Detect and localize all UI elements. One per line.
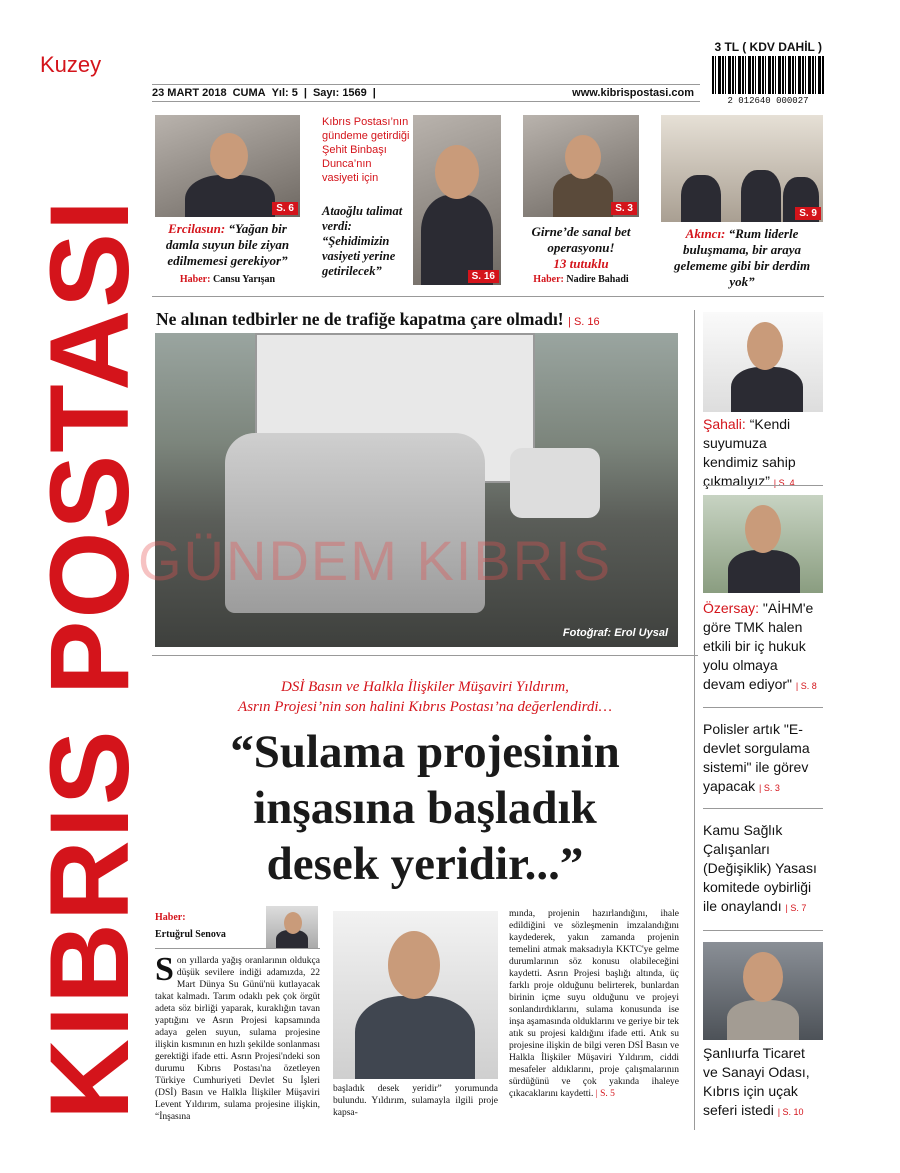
teaser-3-text: Girne’de sanal bet operasyonu! [531, 224, 631, 255]
teaser-1-page: S. 6 [272, 202, 298, 215]
website-link[interactable]: www.kibrispostasi.com [572, 87, 694, 99]
traffic-headline-text: Ne alınan tedbirler ne de trafiğe kapatma çare olmadı! [156, 309, 564, 329]
teaser-1-author [155, 274, 300, 285]
sidebar-item-2[interactable]: Özersay: "AİHM'e göre TMK halen etkili bir iç hukuk yolu olmaya devam ediyor" | S. 8 [703, 600, 817, 692]
main-headline[interactable] [152, 724, 698, 892]
main-author-label: Haber: [155, 912, 186, 923]
sidebar-item-1-page: S. 4 [778, 478, 795, 488]
teaser-4-photo [661, 115, 823, 222]
issue-day: CUMA [232, 87, 266, 99]
teaser-4-red: Akıncı: [685, 226, 726, 241]
teaser-3-headline[interactable] [523, 224, 639, 272]
teaser-1-text: “Yağan bir damla suyun bile ziyan edilmemesi gerekiyor” [165, 221, 290, 268]
barcode-number: 2 012640 000027 [727, 96, 809, 106]
teaser-2-headline[interactable]: Ataoğlu talimat verdi: “Şehidimizin vasiyeti yerine getirilecek” [322, 204, 403, 278]
main-col-1-text: on yıllarda yağış oranlarının oldukça düşük sevilere indiği adamızda, 22 Mart Dünya Su Günü'nü kutlayacak takat kalmadı. Tarım odaklı pek çok örgüt adeta söz birliği yaparak, kuraklığın tavan yaptığını ve Asrın Projesi kapsamında adaya gelen suyun, sulama projesine ilişkin kısmının en hızlı şekilde sonlanması gerektiği ifade etti. Asrın Projesi'ndeki son durumu Kıbrıs Postası'na özetleyen Türkiye Cumhuriyeti Devlet Su İşleri (DSİ) Basın ve Halkla İlişkiler Müşaviri Levent Yıldırım, sulama projesine ilişkin, “İnşasına [155, 956, 320, 1122]
watermark: GÜNDEM KIBRIS [138, 529, 613, 592]
sidebar-item-1-text: “Kendi suyumuza kendimiz sahip çıkmalıyız” [703, 416, 796, 489]
sidebar-item-1-red: Şahali: [703, 416, 746, 432]
teaser-1-author-name: Cansu Yarışan [212, 274, 276, 285]
masthead-kuzey: Kuzey [40, 52, 102, 77]
teaser-3-photo [523, 115, 639, 217]
main-headline-3: desek yeridir...” [266, 838, 584, 890]
teaser-2-page: S. 16 [468, 270, 499, 283]
sidebar-item-2-red: Özersay: [703, 600, 760, 616]
main-col-3-page: S. 5 [600, 1089, 615, 1099]
sidebar-item-3-page: S. 3 [763, 783, 780, 793]
main-headline-1: “Sulama projesinin [230, 726, 620, 778]
taxi-shape [510, 448, 600, 518]
teaser-4-page: S. 9 [795, 207, 821, 220]
barcode [712, 56, 824, 94]
sidebar-item-5-page: S. 10 [782, 1107, 804, 1117]
issue-date: 23 MART 2018 [152, 87, 227, 99]
main-kicker-2: Asrın Projesi’nin son halini Kıbrıs Postası’na değerlendirdi… [238, 699, 612, 715]
sidebar-2-photo [703, 495, 823, 593]
issue-number: Sayı: 1569 [312, 87, 367, 99]
sidebar-item-2-text: "AİHM'e göre TMK halen etkili bir iç hukuk yolu olmaya devam ediyor" [703, 600, 814, 692]
teaser-3-author-name: Nadire Bahadi [566, 274, 629, 285]
sidebar-item-5-text: Şanlıurfa Ticaret ve Sanayi Odası, Kıbrıs için uçak seferi istedi [703, 1045, 810, 1118]
sidebar-item-1[interactable]: Şahali: “Kendi suyumuza kendimiz sahip çıkmalıyız” | S. 4 [703, 416, 796, 489]
price-label: 3 TL ( KDV DAHİL ) [714, 40, 822, 54]
traffic-page: S. 16 [573, 316, 600, 328]
teaser-3-red: 13 tutuklu [553, 256, 609, 271]
issue-year: Yıl: 5 [271, 87, 298, 99]
photo-credit: Fotoğraf: Erol Uysal [562, 627, 668, 639]
sidebar-item-2-page: S. 8 [800, 681, 817, 691]
divider [155, 948, 320, 949]
sidebar-item-3-text: Polisler artık "E-devlet sorgulama sistemi" ile görev yapacak [703, 721, 810, 794]
separator: | [303, 87, 307, 99]
main-col-3: mında, projenin hazırlandığını, ihale edildiğini ve sözleşmenin imzalandığını kaydederek, yakın zamanda projenin temelini atmak maksadıyla KKTC'ye gelme durumlarının söz konusu olabileceğini kaydetti. Asrın Projesi başlığı altında, üç farklı proje olduğunu belirterek, bunlardan birinin içme suyu olduğunu ve projeyi sonlandırdıklarını, sulama konusunda ise inşa aşamasında olduklarını ve geriye bir tek atık su projesi kaldığını ifade etti. Atık su projesine ilişkin de bilgi veren DSİ Basın ve Halkla İlişkiler Müşaviri Yıldırım, ciddi mesafeler aldıklarını, proje çalışmalarının sürdüğünü ve çok yakında ihaleye çıkacaklarını kaydetti. | S. 5 [509, 909, 679, 1099]
teaser-3-author-label: Haber: [533, 274, 564, 285]
dropcap: S [155, 951, 174, 988]
teaser-1-author-label: Haber: [179, 274, 211, 285]
teaser-1-photo [155, 115, 300, 217]
sidebar-1-photo [703, 312, 823, 412]
teaser-1-red: Ercilasun: [168, 221, 226, 236]
divider [152, 655, 698, 656]
traffic-headline[interactable]: Ne alınan tedbirler ne de trafiğe kapatma çare olmadı! | S. 16 [156, 309, 600, 329]
teaser-2-intro: Kıbrıs Postası’nın gündeme getirdiği Şehit Binbaşı Dunca’nın vasiyeti için [322, 116, 410, 184]
main-author-name: Ertuğrul Senova [155, 929, 226, 940]
sidebar-5-photo [703, 942, 823, 1040]
main-photo [155, 333, 678, 647]
sidebar-item-3[interactable]: Polisler artık "E-devlet sorgulama sistemi" ile görev yapacak | S. 3 [703, 721, 810, 794]
main-headline-2: inşasına başladık [253, 782, 597, 834]
sidebar-item-4[interactable]: Kamu Sağlık Çalışanları (Değişiklik) Yasası komitede oybirliği ile onaylandı | S. 7 [703, 822, 817, 914]
divider [703, 707, 823, 708]
sidebar-divider [694, 310, 695, 1130]
teaser-4-text: “Rum liderle buluşmama, bir araya gelememe gibi bir derdim yok” [673, 226, 811, 289]
date-bar [152, 84, 700, 102]
main-kicker-1: DSİ Basın ve Halkla İlişkiler Müşaviri Yıldırım, [281, 679, 569, 695]
teaser-3-author [523, 274, 639, 285]
divider [703, 808, 823, 809]
divider [703, 485, 823, 486]
sidebar-item-4-page: S. 7 [790, 903, 807, 913]
sidebar-item-4-text: Kamu Sağlık Çalışanları (Değişiklik) Yasası komitede oybirliği ile onaylandı [703, 822, 817, 914]
main-author [155, 912, 226, 940]
teaser-1-headline[interactable] [155, 221, 300, 269]
main-kicker [152, 677, 698, 717]
main-story-photo [333, 911, 498, 1079]
main-col-1 [155, 951, 320, 1123]
sidebar-item-5[interactable]: Şanlıurfa Ticaret ve Sanayi Odası, Kıbrıs için uçak seferi istedi | S. 10 [703, 1045, 810, 1118]
separator: | [372, 87, 376, 99]
teaser-2-photo [413, 115, 501, 285]
divider [703, 930, 823, 931]
teaser-3-page: S. 3 [611, 202, 637, 215]
masthead-title: KIBRIS POSTASI [27, 197, 152, 1120]
divider [152, 296, 824, 297]
main-col-3-text: mında, projenin hazırlandığını, ihale edildiğini ve sözleşmenin imzalandığını kaydederek, yakın zamanda projenin temelini atmak maksadıyla KKTC'ye gelme durumlarının söz konusu olabileceğini kaydetti. Asrın Projesi başlığı altında, üç farklı proje olduğunu belirterek, bunlardan birinin içme suyu olduğunu ve projeyi sonlandırdıklarını, sulama konusunda ise inşa aşamasında olduklarını ve geriye bir tek atık su projesi kaldığını ifade etti. Atık su projesine ilişkin de bilgi veren DSİ Basın ve Halkla İlişkiler Müşaviri Yıldırım, ciddi mesafeler aldıklarını, proje çalışmalarının sürdüğünü ve çok yakında ihaleye çıkacaklarını kaydetti. [509, 909, 679, 1099]
teaser-4-headline[interactable] [661, 226, 823, 290]
author-avatar [266, 906, 318, 948]
main-col-2: başladık desek yeridir” yorumunda bulundu. Yıldırım, sulamayla ilgili proje kapsa- [333, 1084, 498, 1118]
